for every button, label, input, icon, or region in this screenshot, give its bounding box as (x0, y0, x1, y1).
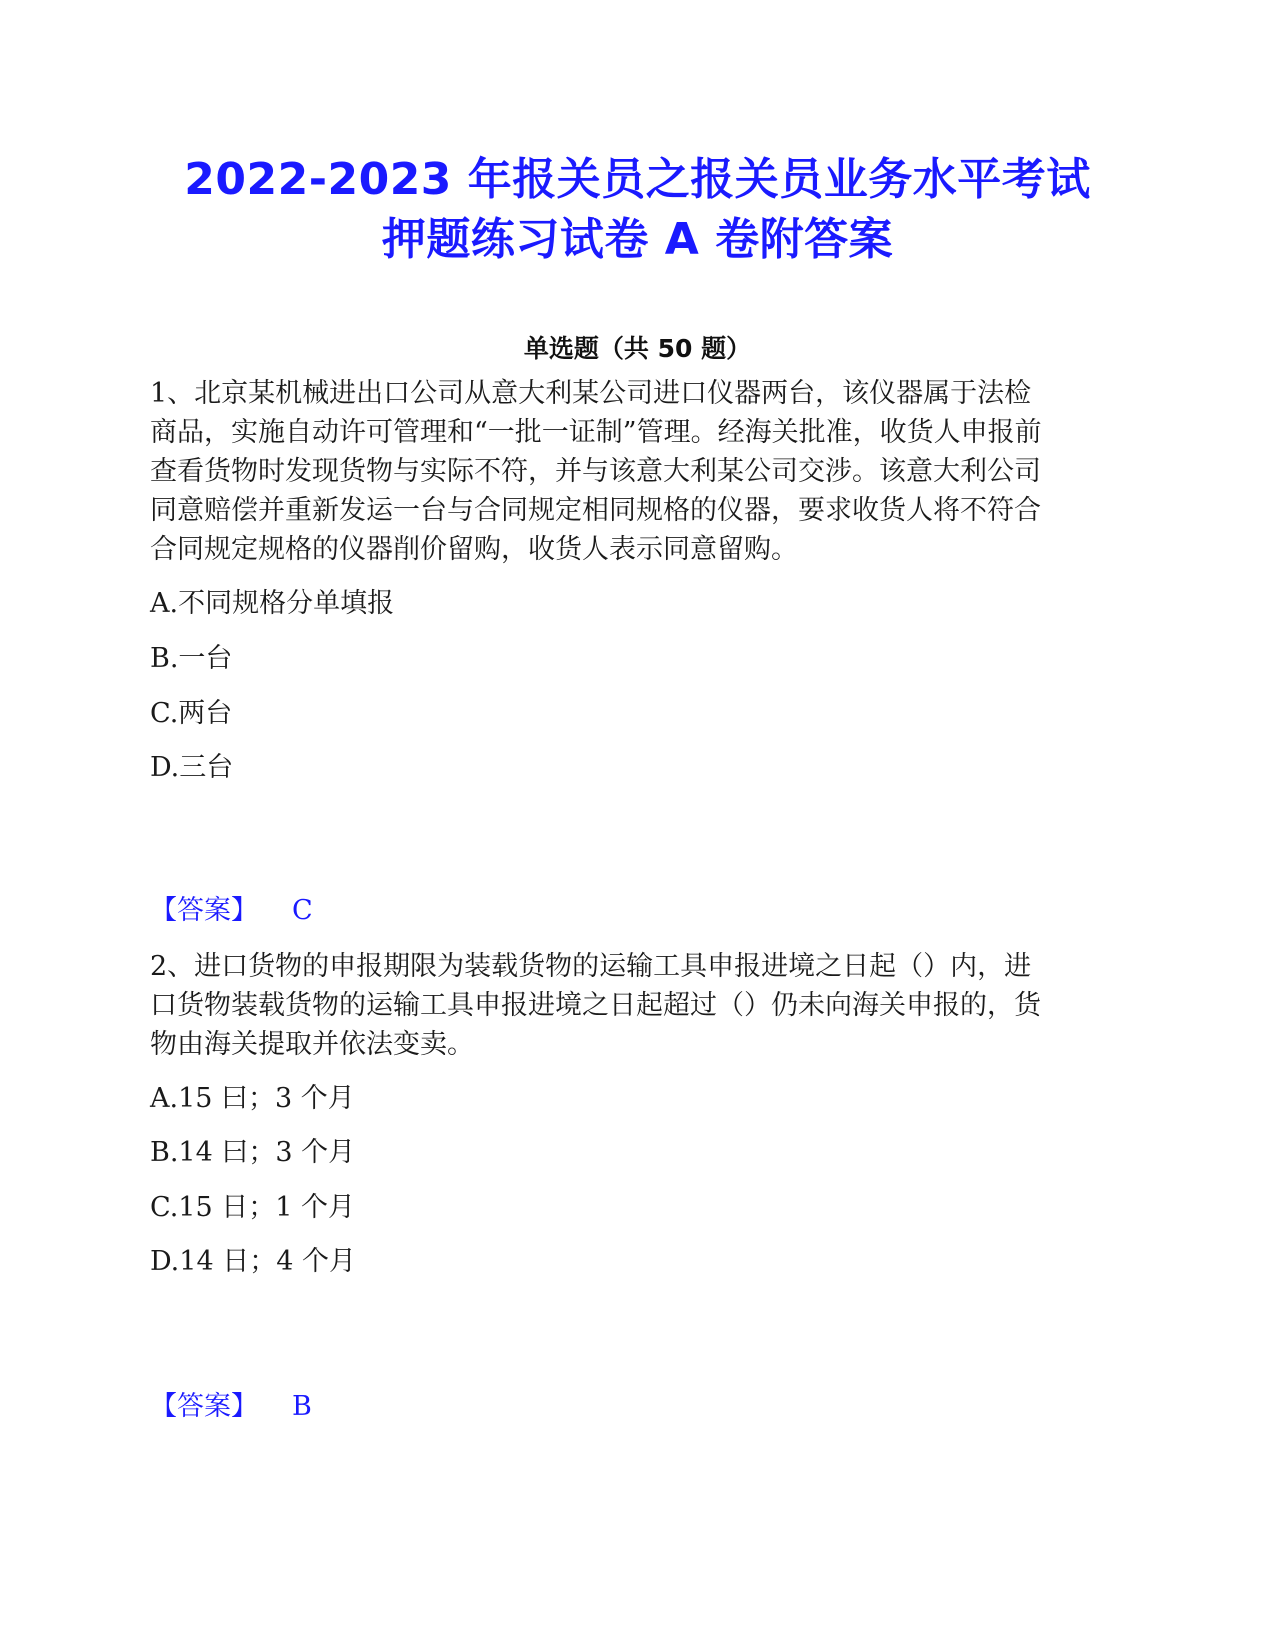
question-stem-line: 查看货物时发现货物与实际不符，并与该意大利某公司交涉。该意大利公司 (150, 456, 1041, 487)
question-stem-line: 商品，实施自动许可管理和“一批一证制”管理。经海关批准，收货人申报前 (150, 417, 1042, 448)
option-b: B.一台 (150, 643, 233, 674)
section-title: 单选题（共 50 题） (523, 334, 752, 363)
option-c: C.两台 (150, 698, 233, 729)
option-b: B.14 曰；3 个月 (150, 1137, 356, 1168)
option-d: D.14 日；4 个月 (150, 1246, 356, 1277)
question-stem-line: 口货物装载货物的运输工具申报进境之日起超过（）仍未向海关申报的，货 (150, 990, 1041, 1021)
question-stem-line: 物由海关提取并依法变卖。 (150, 1029, 474, 1060)
question-stem-line: 同意赔偿并重新发运一台与合同规定相同规格的仪器，要求收货人将不符合 (150, 495, 1041, 526)
option-d: D.三台 (150, 752, 234, 783)
answer-line (150, 893, 313, 929)
question-stem-line: 1、北京某机械进出口公司从意大利某公司进口仪器两台，该仪器属于法检 (150, 378, 1032, 409)
option-a: A.不同规格分单填报 (150, 588, 395, 619)
answer-label: 【答案】 (150, 1391, 258, 1422)
document-title-line-1: 2022-2023 年报关员之报关员业务水平考试 (184, 154, 1091, 205)
question-stem-line: 合同规定规格的仪器削价留购，收货人表示同意留购。 (150, 534, 798, 565)
answer-label: 【答案】 (150, 895, 258, 926)
answer-value: C (292, 895, 313, 926)
answer-value: B (292, 1391, 312, 1422)
option-c: C.15 日；1 个月 (150, 1192, 355, 1223)
document-title-line-2: 押题练习试卷 A 卷附答案 (381, 214, 894, 265)
option-a: A.15 曰；3 个月 (150, 1083, 355, 1114)
answer-line (150, 1389, 312, 1425)
question-stem-line: 2、进口货物的申报期限为装载货物的运输工具申报进境之日起（）内，进 (150, 951, 1032, 982)
